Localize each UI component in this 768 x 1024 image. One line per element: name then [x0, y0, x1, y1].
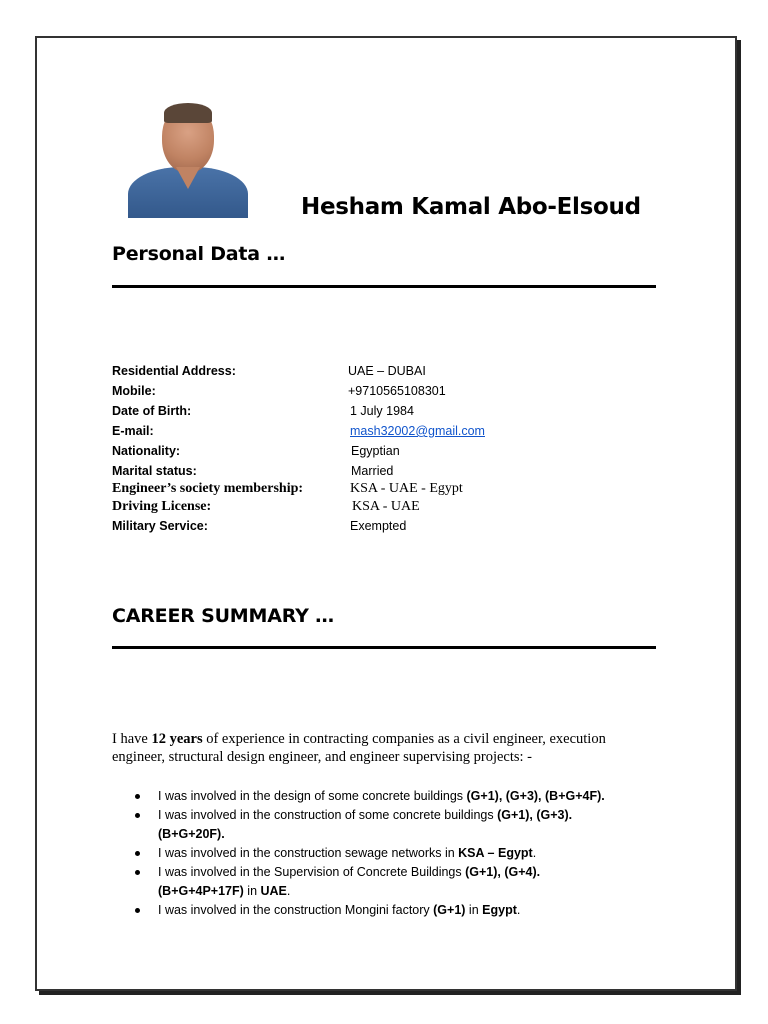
- bullet-icon: [135, 813, 140, 818]
- bullet-bold: (G+1), (G+4). (B+G+4P+17F): [158, 865, 541, 898]
- bullet-text: I was involved in the design of some concrete buildings: [158, 789, 467, 803]
- bullet-end: .: [516, 903, 521, 917]
- list-item: [135, 844, 648, 863]
- summary-years: 12 years: [151, 731, 203, 747]
- driving-label: Driving License:: [112, 499, 212, 514]
- list-item: [135, 806, 618, 844]
- membership-value: KSA - UAE - Egypt: [350, 481, 463, 496]
- mobile-label: Mobile:: [112, 384, 156, 398]
- dob-label: Date of Birth:: [112, 404, 192, 418]
- career-summary-heading: CAREER SUMMARY …: [112, 605, 334, 627]
- career-summary-rule: [112, 646, 656, 649]
- bullet-icon: [135, 870, 140, 875]
- list-item: [135, 863, 598, 901]
- list-item: [135, 787, 648, 806]
- bullet-bold: (G+1), (G+3), (B+G+4F).: [466, 789, 605, 803]
- bullet-text: I was involved in the construction Mongini factory: [158, 903, 434, 917]
- driving-value: KSA - UAE: [352, 499, 420, 514]
- summary-paragraph: [112, 730, 642, 766]
- address-value: UAE – DUBAI: [348, 364, 426, 378]
- nationality-label: Nationality:: [112, 444, 181, 458]
- bullet-bold-2: Egypt: [482, 903, 517, 917]
- bullet-text: I was involved in the Supervision of Concrete Buildings: [158, 865, 466, 879]
- bullet-tail: in: [243, 884, 261, 898]
- bullet-bold: KSA – Egypt: [458, 846, 533, 860]
- bullet-text: I was involved in the construction sewage networks in: [158, 846, 459, 860]
- experience-list: [135, 787, 635, 920]
- summary-text-end: of experience in contracting companies as a civil engineer, execution engineer, structural design engineer, and engineer supervising projects: -: [112, 731, 606, 765]
- marital-value: Married: [351, 464, 394, 478]
- bullet-tail: in: [465, 903, 483, 917]
- email-link[interactable]: mash32002@gmail.com: [350, 424, 485, 438]
- bullet-bold: (G+1): [433, 903, 466, 917]
- military-label: Military Service:: [112, 519, 208, 533]
- address-label: Residential Address:: [112, 364, 236, 378]
- bullet-text: I was involved in the construction of some concrete buildings: [158, 808, 498, 822]
- bullet-end: .: [286, 884, 291, 898]
- bullet-icon: [135, 908, 140, 913]
- photo-hair: [164, 103, 212, 123]
- dob-value: 1 July 1984: [350, 404, 414, 418]
- nationality-value: Egyptian: [351, 444, 400, 458]
- bullet-bold-2: UAE: [260, 884, 287, 898]
- summary-text-start: I have: [112, 731, 152, 747]
- mobile-value: +9710565108301: [348, 384, 446, 398]
- profile-photo: [128, 101, 248, 218]
- bullet-tail: .: [532, 846, 537, 860]
- bullet-bold: (G+1), (G+3). (B+G+20F).: [158, 808, 573, 841]
- bullet-icon: [135, 794, 140, 799]
- personal-data-heading: Personal Data …: [112, 243, 286, 265]
- personal-data-rule: [112, 285, 656, 288]
- list-item: [135, 901, 648, 920]
- membership-label: Engineer’s society membership:: [112, 481, 304, 496]
- bullet-icon: [135, 851, 140, 856]
- email-label: E-mail:: [112, 424, 154, 438]
- marital-label: Marital status:: [112, 464, 197, 478]
- candidate-name: Hesham Kamal Abo-Elsoud: [301, 194, 641, 220]
- military-value: Exempted: [350, 519, 407, 533]
